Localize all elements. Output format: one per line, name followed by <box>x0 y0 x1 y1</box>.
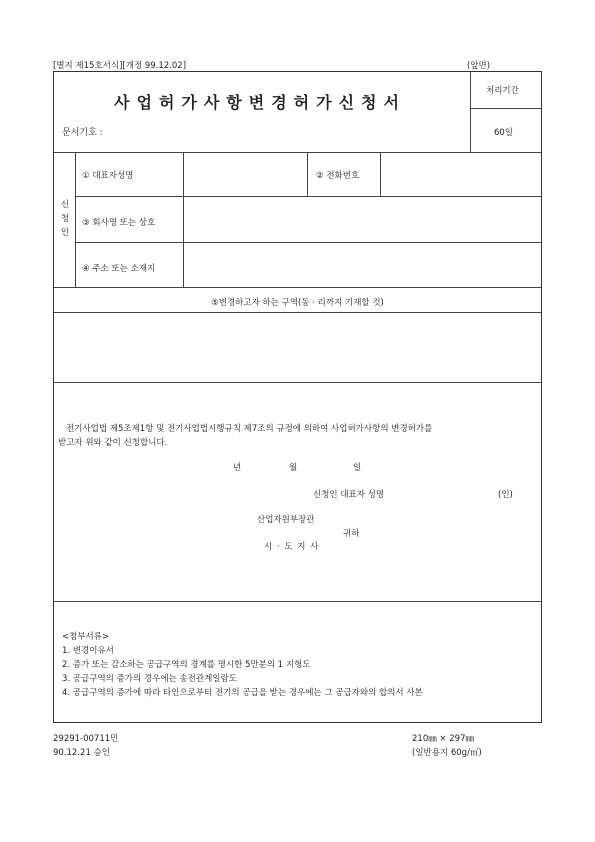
phone-left-divider <box>307 152 308 196</box>
address-label: ④ 주소 또는 소재지 <box>82 264 156 274</box>
attachment-item-4: 4. 공급구역의 증가에 따라 타인으로부터 전기의 공급을 받는 경우에는 그 공급자와의 합의서 사본 <box>62 688 423 698</box>
address-field[interactable] <box>185 244 539 285</box>
phone-label: ② 전화번호 <box>316 171 360 181</box>
declaration-line-1: 전기사업법 제5조제1항 및 전기사업법시행규칙 제7조의 규정에 의하여 사업허가사항의 변경허가를 <box>66 424 433 434</box>
applicant-col-divider <box>75 152 76 287</box>
row2-bottom-rule <box>75 242 541 243</box>
addressee-suffix: 귀하 <box>343 529 360 539</box>
attachment-item-3: 3. 공급구역의 증가의 경우에는 송전관계일람도 <box>62 674 237 684</box>
doc-number-label: 문서기호 : <box>62 128 103 138</box>
form-title: 사업허가사항변경허가신청서 <box>114 93 406 112</box>
addressee-minister: 산업자원부장관 <box>257 515 315 525</box>
date-day-label: 일 <box>353 463 362 473</box>
applicant-signature-label: 신청인 대표자 성명 <box>313 490 385 500</box>
paper-type: (일반용지 60g/㎡) <box>412 748 482 758</box>
paper-size: 210㎜ × 297㎜ <box>412 734 474 744</box>
form-reference: [별지 제15호서식][개정 99.12.02] <box>53 61 187 71</box>
attachment-item-1: 1. 변경이유서 <box>62 646 114 656</box>
page-side-label: (앞면) <box>467 61 491 71</box>
processing-period-label: 처리기간 <box>486 86 519 96</box>
seal-label: (인) <box>498 490 513 500</box>
phone-field[interactable] <box>382 154 539 194</box>
applicant-section-label: 신 청 인 <box>60 200 70 238</box>
addressee-governor: 시 · 도 지 사 <box>264 542 320 552</box>
date-month-label: 월 <box>289 463 298 473</box>
attachment-item-2: 2. 증가 또는 감소하는 공급구역의 경계를 명시한 5만분의 1 지형도 <box>62 660 311 670</box>
declaration-bottom-rule <box>54 601 541 602</box>
change-area-field[interactable] <box>56 314 539 380</box>
row1-bottom-rule <box>75 196 541 197</box>
applicant-bottom-rule <box>54 287 541 288</box>
date-year-label: 년 <box>233 463 242 473</box>
company-label: ③ 회사명 또는 상호 <box>82 218 156 228</box>
representative-field[interactable] <box>185 154 305 194</box>
change-area-label: ⑤변경하고자 하는 구역(동 · 리까지 기재할 것) <box>211 298 384 308</box>
processing-box-rule <box>470 108 541 109</box>
change-area-label-rule <box>54 312 541 313</box>
attachments-heading: <첨부서류> <box>62 632 110 642</box>
representative-label: ① 대표자성명 <box>82 171 134 181</box>
company-field[interactable] <box>185 198 539 240</box>
phone-right-divider <box>380 152 381 196</box>
declaration-line-2: 받고자 위와 같이 신청합니다. <box>58 438 168 448</box>
label-col-divider <box>183 152 184 287</box>
approval-date: 90.12.21 승인 <box>53 748 110 758</box>
processing-box-divider <box>470 72 471 152</box>
change-area-bottom-rule <box>54 382 541 383</box>
title-bottom-rule <box>54 152 541 153</box>
form-code: 29291-00711민 <box>53 734 119 744</box>
processing-period-value: 60일 <box>494 128 514 138</box>
